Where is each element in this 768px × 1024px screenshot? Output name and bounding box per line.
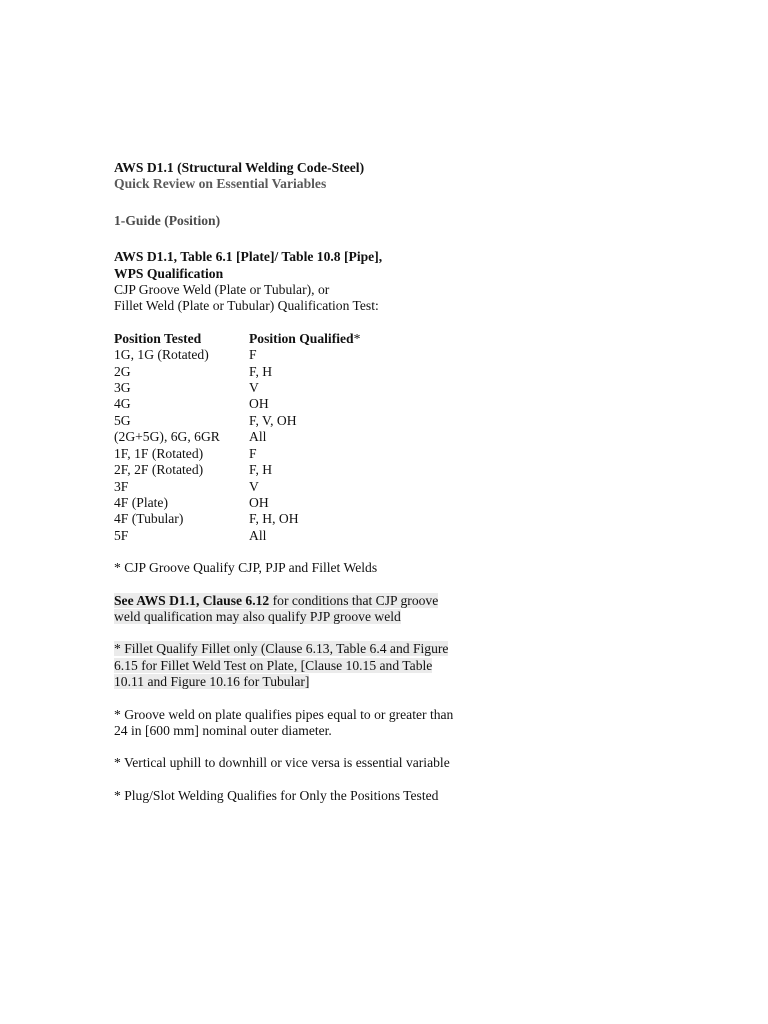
- col-header-position-tested: Position Tested: [114, 330, 202, 346]
- table-cell-qualified: F, V, OH: [249, 412, 297, 428]
- intro-line2: Fillet Weld (Plate or Tubular) Qualification Test:: [114, 298, 379, 314]
- table-cell-tested: 3F: [114, 478, 129, 494]
- plug-note: * Plug/Slot Welding Qualifies for Only the Positions Tested: [114, 787, 439, 803]
- table-cell-tested: 1G, 1G (Rotated): [114, 347, 209, 363]
- table-cell-qualified: V: [249, 478, 259, 494]
- table-cell-qualified: F, H: [249, 363, 273, 379]
- document-subtitle: Quick Review on Essential Variables: [114, 176, 327, 192]
- table-cell-tested: 1F, 1F (Rotated): [114, 445, 204, 461]
- table-cell-tested: 2G: [114, 363, 131, 379]
- groove-note-line2: 24 in [600 mm] nominal outer diameter.: [114, 722, 332, 738]
- intro-line1: CJP Groove Weld (Plate or Tubular), or: [114, 282, 330, 298]
- see-clause-bold: See AWS D1.1, Clause 6.12: [114, 592, 270, 608]
- table-caption-line1: AWS D1.1, Table 6.1 [Plate]/ Table 10.8 [Pipe],: [114, 249, 383, 265]
- table-cell-tested: (2G+5G), 6G, 6GR: [114, 429, 220, 445]
- table-cell-tested: 4G: [114, 396, 131, 412]
- table-cell-qualified: V: [249, 380, 259, 396]
- table-cell-tested: 3G: [114, 380, 131, 396]
- table-cell-qualified: OH: [249, 396, 269, 412]
- col-header-asterisk: *: [353, 330, 361, 346]
- document-page: [114, 160, 504, 804]
- table-cell-qualified: F, H: [249, 462, 273, 478]
- note-cjp: * CJP Groove Qualify CJP, PJP and Fillet Welds: [114, 560, 378, 576]
- table-cell-qualified: All: [249, 429, 267, 445]
- table-cell-qualified: F: [249, 445, 257, 461]
- table-cell-tested: 4F (Tubular): [114, 511, 184, 527]
- see-clause-rest-line1: for conditions that CJP groove: [269, 592, 439, 608]
- see-clause-rest-line2: weld qualification may also qualify PJP groove weld: [114, 608, 401, 624]
- document-title: AWS D1.1 (Structural Welding Code-Steel): [114, 160, 365, 175]
- vertical-note: * Vertical uphill to downhill or vice versa is essential variable: [114, 755, 450, 771]
- see-clause-note: [114, 593, 504, 626]
- table-cell-qualified: F, H, OH: [249, 511, 299, 527]
- table-cell-tested: 5F: [114, 527, 129, 543]
- col-header-position-qualified-wrap: [249, 331, 504, 347]
- table-cell-tested: 5G: [114, 412, 131, 428]
- fillet-note-line2: 6.15 for Fillet Weld Test on Plate, [Clause 10.15 and Table: [114, 657, 433, 673]
- table-cell-qualified: All: [249, 527, 267, 543]
- groove-note: [114, 707, 504, 740]
- table-caption-line2: WPS Qualification: [114, 265, 224, 281]
- groove-note-line1: * Groove weld on plate qualifies pipes equal to or greater than: [114, 706, 454, 722]
- col-header-position-qualified: Position Qualified: [249, 330, 354, 346]
- section-heading: 1-Guide (Position): [114, 212, 221, 228]
- table-cell-tested: 4F (Plate): [114, 494, 168, 510]
- position-table: [114, 331, 504, 544]
- fillet-note-line1: * Fillet Qualify Fillet only (Clause 6.13, Table 6.4 and Figure: [114, 641, 449, 657]
- fillet-note-line3: 10.11 and Figure 10.16 for Tubular]: [114, 674, 310, 690]
- fillet-note: [114, 641, 504, 690]
- table-cell-qualified: OH: [249, 494, 269, 510]
- table-cell-tested: 2F, 2F (Rotated): [114, 462, 204, 478]
- table-cell-qualified: F: [249, 347, 257, 363]
